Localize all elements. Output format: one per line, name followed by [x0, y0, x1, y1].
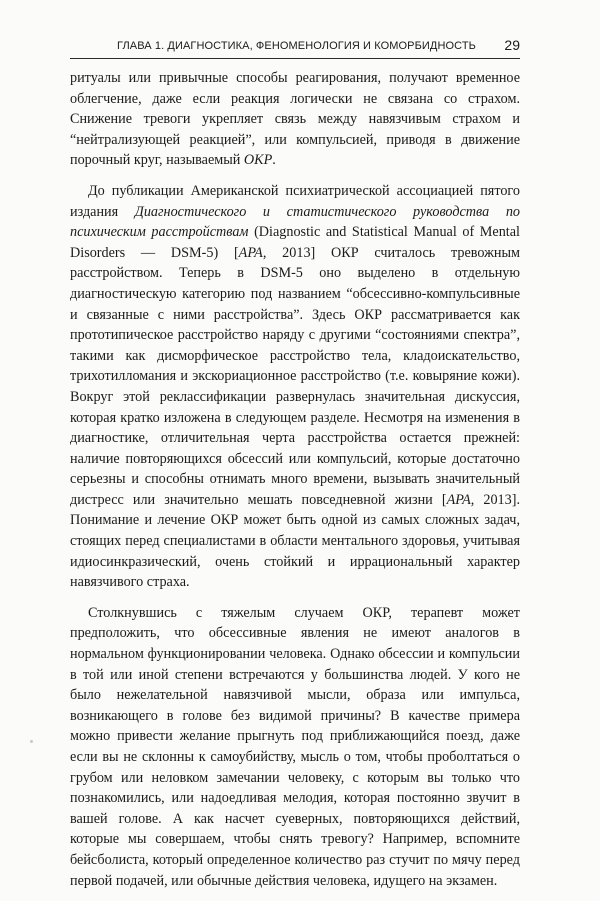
text-run: . [272, 152, 276, 169]
text-run-italic: ОКР [243, 152, 273, 169]
text-run: (Diagnostic and Statistical Manual of Mental Disorders — DSM-5) [ [70, 224, 520, 261]
text-run-italic: APA [446, 491, 471, 508]
text-run: , 2013] ОКР считалось тревожным расстройством. Теперь в DSM-5 оно выделено в отдельную диагностическую категорию под названием “обсессивно-компульсивные и связанные с ними расстройства”. Здесь ОКР рассматривается как прототипическое расстройство наряду с другими “состояниями спектра”, такими как дисморфическое расстройство тела, кладоискательство, трихотилломания и экскориационное расстройство (т.е. ковыряние кожи). Вокруг этой реклассификации развернулась значительная дискуссия, которая кратко изложена в следующем разделе. Несмотря на изменения в диагностике, отличительная черта расстройства остается прежней: наличие повторяющихся обсессий или компульсий, которые достаточно серьезны и способны отнимать много времени, вызывать значительный дистресс или значительно мешать повседневной жизни [ [70, 244, 520, 508]
text-run: , 2013]. Понимание и лечение ОКР может быть одной из самых сложных задач, стоящих перед специалистами в области ментального здоровья, учитывая идиосинкразический, очень стойкий и иррациональный характер навязчивого страха. [70, 491, 520, 591]
text-run-italic: APA [238, 244, 263, 261]
chapter-title: ГЛАВА 1. ДИАГНОСТИКА, ФЕНОМЕНОЛОГИЯ И КОМОРБИДНОСТЬ [117, 40, 476, 52]
paragraph [70, 68, 520, 171]
running-header [70, 38, 520, 59]
paragraph [70, 603, 520, 891]
text-run: ритуалы или привычные способы реагирования, получают временное облегчение, даже если реакция логически не связана со страхом. Снижение тревоги укрепляет связь между навязчивым страхом и “нейтрализующей реакцией”, или компульсией, приводя в движение порочный круг, называемый [70, 70, 520, 169]
body-text [70, 68, 520, 901]
text-run-italic: Диагностического и статистического руководства по психическим расстройствам [70, 203, 521, 241]
text-run: Столкнувшись с тяжелым случаем ОКР, терапевт может предположить, что обсессивные явления не имеют аналогов в нормальном функционировании человека. Однако обсессии и компульсии в той или иной степени встречаются у большинства людей. У кого не было нежелательной навязчивой мысли, образа или импульса, возникающего в голове без видимой причины? В качестве примера можно привести желание прыгнуть под приближающийся поезд, даже если вы не склонны к самоубийству, мысль о том, чтобы проболтаться о грубом или неловком замечании человеку, с которым вы только что познакомились, или надоедливая мелодия, которая постоянно звучит в вашей голове. А как насчет суеверных, повторяющихся действий, которые мы совершаем, чтобы снять тревогу? Например, вспомните бейсболиста, который определенное количество раз стучит по мячу перед первой подачей, или обычные действия человека, идущего на экзамен. [70, 604, 520, 889]
text-run: До публикации Американской психиатрической ассоциацией пятого издания [70, 182, 520, 220]
page-number: 29 [504, 37, 520, 53]
paragraph [70, 181, 520, 593]
scan-speck [30, 740, 33, 743]
